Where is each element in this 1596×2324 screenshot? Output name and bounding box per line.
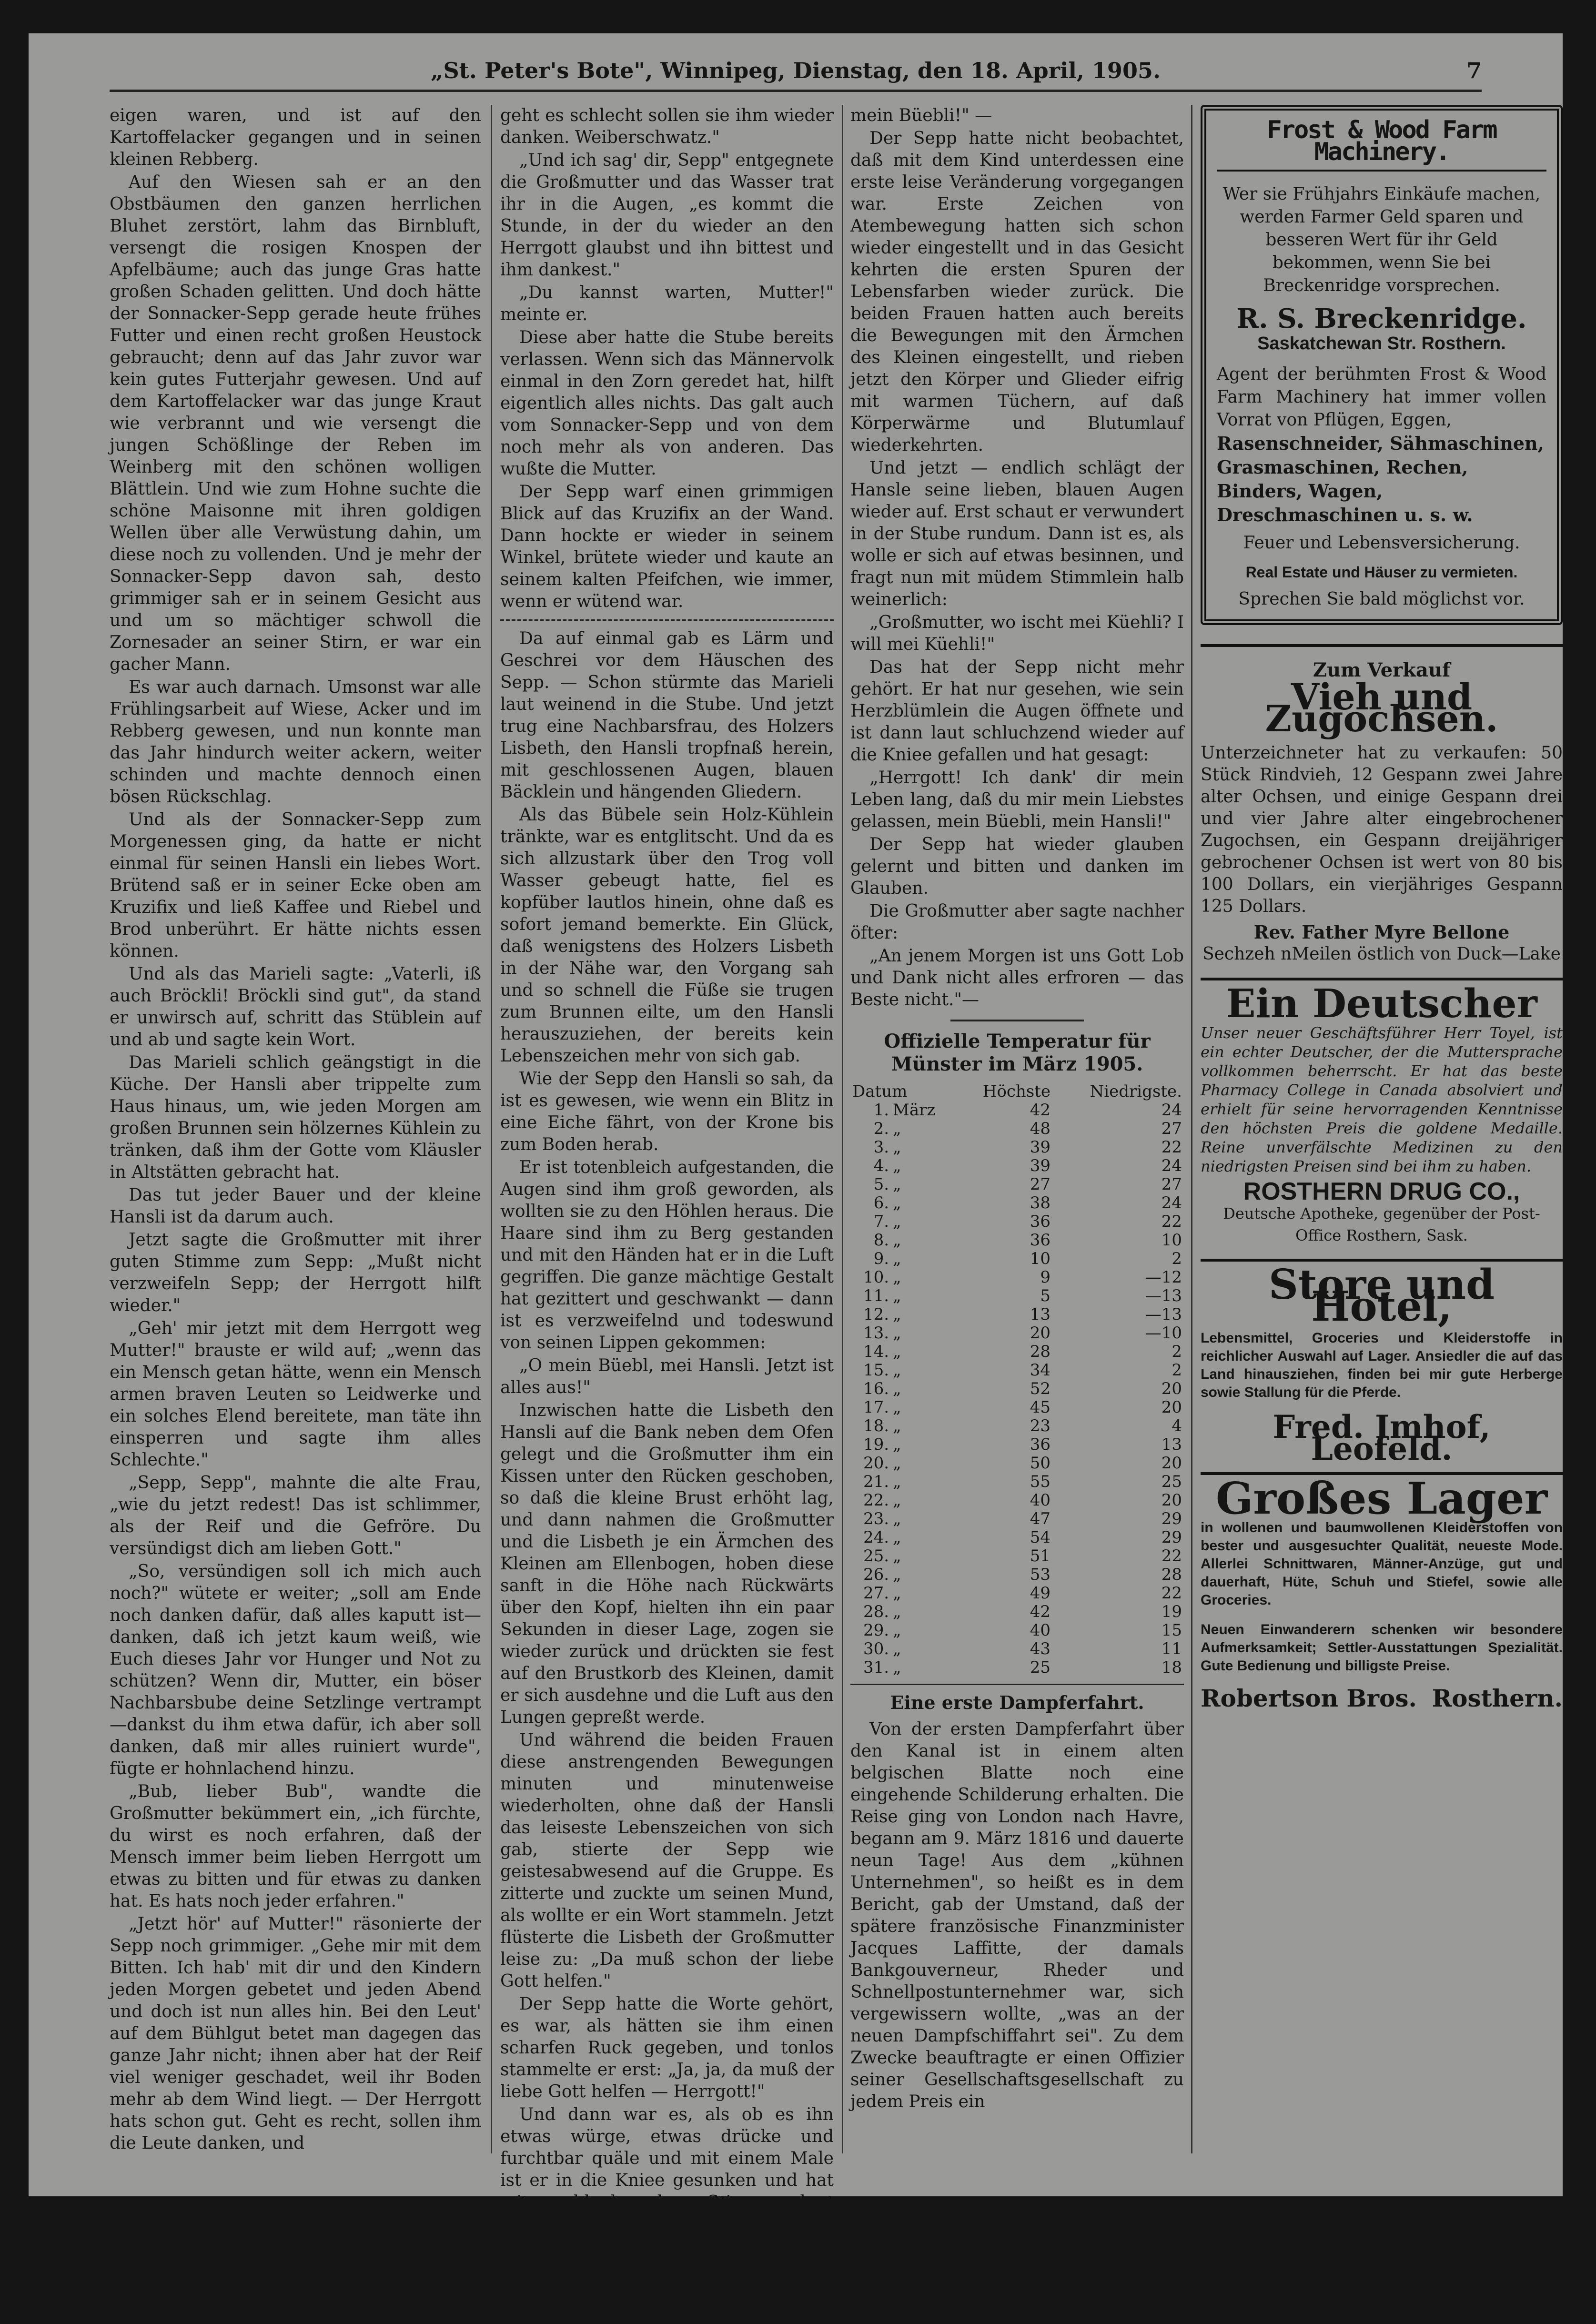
cell-low: 24 — [1161, 1193, 1182, 1213]
cell-high: 55 — [1030, 1472, 1051, 1491]
paragraph: Der Sepp warf einen grimmigen Blick auf das Kruzifix an der Wand. Dann hockte er wieder in seinem Winkel, brütete wieder und kaute an seinem kalten Pfeifchen, wie immer, wenn er wütend war. — [500, 482, 834, 611]
cell-month: „ — [893, 1491, 901, 1510]
article-headline: Eine erste Dampferfahrt. — [890, 1692, 1144, 1713]
cell-low: 20 — [1161, 1379, 1182, 1398]
cell-low: 28 — [1161, 1565, 1182, 1584]
ad-signature-place: Rosthern. — [1432, 1684, 1563, 1712]
cell-month: „ — [893, 1639, 901, 1658]
table-row — [850, 1603, 1184, 1621]
cell-month: „ — [893, 1193, 901, 1213]
cell-low: 29 — [1161, 1528, 1182, 1547]
cell-month: „ — [893, 1361, 901, 1380]
cell-high: 54 — [1030, 1528, 1051, 1547]
ad-vieh-zugochsen — [1201, 659, 1563, 965]
ad-ein-deutscher — [1201, 981, 1563, 1246]
paragraph: Und jetzt — endlich schlägt der Hansle seine lieben, blauen Augen wieder auf. Erst schaut er verwundert in der Stube rundum. Dann ist es, als wolle er sich auf etwas besinnen, und fragt nun mit müdem Stimmlein halb weinerlich: — [850, 458, 1184, 609]
ad-business-name: R. S. Breckenridge. — [1236, 303, 1527, 334]
cell-month: „ — [893, 1509, 901, 1528]
ad-address: Sechzeh nMeilen östlich von Duck—Lake — [1202, 944, 1561, 964]
paragraph: Diese aber hatte die Stube bereits verlassen. Wenn sich das Männervolk einmal in den Zorn geredet hat, hilft eigentlich alles nichts. Das galt auch vom Sonnacker-Sepp und von dem noch mehr als von anderen. Das wußte die Mutter. — [500, 328, 834, 479]
ad-headline: Frost & Wood Farm Machinery. — [1217, 119, 1546, 172]
paragraph: geht es schlecht sollen sie ihm wieder danken. Weiberschwatz." — [500, 106, 834, 147]
cell-day: 24. — [863, 1528, 889, 1547]
cell-high: 39 — [1030, 1138, 1051, 1157]
paragraph: mein Büebli!" — — [850, 106, 992, 125]
cell-day: 30. — [863, 1639, 889, 1658]
paragraph: „Du kannst warten, Mutter!" meinte er. — [500, 283, 834, 324]
cell-high: 40 — [1030, 1491, 1051, 1510]
column-rule — [842, 105, 843, 2153]
cell-month: „ — [893, 1212, 901, 1231]
cell-high: 40 — [1030, 1621, 1051, 1640]
ad-product-list: Rasenschneider, Sähmaschinen, Grasmaschinen, Rechen, Binders, Wagen, Dreschmaschinen u. s. w. — [1217, 433, 1544, 525]
table-row — [850, 1621, 1184, 1640]
masthead-title: „St. Peter's Bote", Winnipeg, Dienstag, den 18. April, 1905. — [431, 58, 1161, 83]
cell-day: 29. — [863, 1621, 889, 1640]
cell-high: 25 — [1030, 1658, 1051, 1677]
cell-month: „ — [893, 1268, 901, 1287]
cell-high: 28 — [1030, 1342, 1051, 1361]
paragraph: Die Großmutter aber sagte nachher öfter: — [850, 901, 1184, 943]
ad-store-hotel — [1201, 1261, 1563, 1467]
cell-month: „ — [893, 1584, 901, 1603]
cell-day: 18. — [863, 1416, 889, 1435]
cell-day: 12. — [863, 1305, 889, 1324]
cell-low: 2 — [1172, 1342, 1182, 1361]
cell-high: 36 — [1030, 1231, 1051, 1250]
section-divider — [950, 1020, 1084, 1021]
paragraph: „An jenem Morgen ist uns Gott Lob und Dank nicht alles erfroren — das Beste nicht."— — [850, 946, 1184, 1010]
table-row — [850, 1584, 1184, 1603]
paragraph: Und während die beiden Frauen diese anstrengenden Bewegungen minuten und minutenweise wiederholten, ohne daß der Hansli das leiseste Lebenszeichen von sich gab, stierte der Sepp wie geistesabwesend auf die Gruppe. Es zitterte und zuckte um seinen Mund, als wollte er ein Wort stammeln. Jetzt flüsterte die Lisbeth der Großmutter leise zu: „Da muß schon der liebe Gott helfen." — [500, 1730, 834, 1991]
cell-day: 13. — [863, 1324, 889, 1343]
paragraph: „Großmutter, wo ischt mei Küehli? I will mei Küehli!" — [850, 613, 1184, 654]
cell-month: „ — [893, 1305, 901, 1324]
cell-day: 9. — [873, 1249, 889, 1268]
cell-day: 7. — [873, 1212, 889, 1231]
cell-month: „ — [893, 1286, 901, 1305]
cell-high: 51 — [1030, 1546, 1051, 1566]
cell-high: 34 — [1030, 1361, 1051, 1380]
paragraph: Der Sepp hatte die Worte gehört, es war, als hätten sie ihm einen scharfen Ruck gegeben, und tonlos stammelte er erst: „Ja, ja, da muß der liebe Gott helfen — Herrgott!" — [500, 1994, 834, 2102]
cell-day: 25. — [863, 1546, 889, 1566]
cell-low: 15 — [1161, 1621, 1182, 1640]
cell-low: 4 — [1172, 1416, 1182, 1435]
column-header-high: Höchste — [982, 1082, 1051, 1101]
cell-high: 36 — [1030, 1435, 1051, 1454]
table-row — [850, 1175, 1184, 1194]
table-header-row — [850, 1082, 1184, 1101]
cell-low: 24 — [1161, 1156, 1182, 1175]
cell-low: 19 — [1161, 1602, 1182, 1621]
table-row — [850, 1454, 1184, 1473]
table-row — [850, 1566, 1184, 1584]
cell-month: „ — [893, 1324, 901, 1343]
table-row — [850, 1361, 1184, 1380]
cell-low: 22 — [1161, 1212, 1182, 1231]
table-row — [850, 1120, 1184, 1138]
cell-day: 6. — [873, 1193, 889, 1213]
newspaper-page — [29, 33, 1563, 2323]
paragraph: Und dann war es, als ob es ihn etwas würge, etwas drücke und furchtbar quäle und mit einem Male ist er in die Kniee gesunken und hat mit schluchzender Stimme laut aufgeschrieen: — [500, 2105, 834, 2234]
table-row — [850, 1101, 1184, 1120]
cell-high: 23 — [1030, 1416, 1051, 1435]
table-row — [850, 1324, 1184, 1343]
cell-month: „ — [893, 1379, 901, 1398]
cell-month: „ — [893, 1565, 901, 1584]
cell-low: 25 — [1161, 1472, 1182, 1491]
cell-day: 20. — [863, 1454, 889, 1473]
cell-high: 50 — [1030, 1454, 1051, 1473]
cell-high: 52 — [1030, 1379, 1051, 1398]
paragraph: Und als das Marieli sagte: „Vaterli, iß auch Bröckli! Bröckli sind gut", da stand er unwirsch auf, schritt das Stüblein auf und ab und sagte kein Wort. — [110, 964, 481, 1050]
cell-low: 22 — [1161, 1584, 1182, 1603]
cell-month: „ — [893, 1249, 901, 1268]
cell-month: „ — [893, 1416, 901, 1435]
table-row — [850, 1473, 1184, 1491]
column-rule — [1191, 105, 1192, 2153]
ad-text: Neuen Einwanderern schenken wir besondere Aufmerksamkeit; Settler-Ausstattungen Spezialität. Gute Bedienung und billigste Preise. — [1201, 1622, 1563, 1674]
cell-day: 1. — [873, 1101, 889, 1120]
ad-address: Saskatchewan Str. Rosthern. — [1257, 333, 1506, 354]
cell-high: 36 — [1030, 1212, 1051, 1231]
cell-high: 39 — [1030, 1156, 1051, 1175]
table-row — [850, 1491, 1184, 1510]
cell-month: „ — [893, 1342, 901, 1361]
cell-day: 8. — [873, 1231, 889, 1250]
cell-day: 10. — [863, 1268, 889, 1287]
paragraph: „Lieb' Gott, Herrgott im Himmel, ich bitt' dich, laß mir mein lieb' Büebli, ich bitt' dich, um mein lieb' Hansli — nur das, — [500, 2237, 834, 2323]
cell-low: —10 — [1145, 1324, 1182, 1343]
table-row — [850, 1343, 1184, 1361]
paragraph: Das tut jeder Bauer und der kleine Hansli ist da darum auch. — [110, 1185, 481, 1227]
ad-headline: Vieh und Zugochsen. — [1265, 676, 1498, 740]
ad-text: Unterzeichneter hat zu verkaufen: 50 Stück Rindvieh, 12 Gespann zwei Jahre alter Ochsen, und einige Gespann drei und vier Jahre alter eingebrochener Zugochsen, ein Gespann dreijähriger gebrochener Ochsen ist wert von 80 bis 100 Dollars, ein vierjähriges Gespann 125 Dollars. — [1201, 743, 1563, 916]
ad-text: Real Estate und Häuser zu vermieten. — [1245, 564, 1518, 581]
table-row — [850, 1287, 1184, 1305]
ad-divider — [1201, 644, 1563, 647]
cell-high: 9 — [1040, 1268, 1051, 1287]
cell-high: 10 — [1030, 1249, 1051, 1268]
ad-kicker: Zum Verkauf — [1313, 659, 1451, 681]
cell-low: 20 — [1161, 1398, 1182, 1417]
table-row — [850, 1528, 1184, 1547]
paragraph: Da auf einmal gab es Lärm und Geschrei vor dem Häuschen des Sepp. — Schon stürmte das Marieli laut weinend in die Stube. Und jetzt trug eine Nachbarsfrau, des Holzers Lisbeth, den Hansli tropfnaß herein, mit geschlossenen Augen, blauen Bäcklein und hängenden Gliedern. — [500, 629, 834, 802]
cell-high: 5 — [1040, 1286, 1051, 1305]
paragraph: „Geh' mir jetzt mit dem Herrgott weg Mutter!" brauste er wild auf; „wenn das ein Mensch getan hätte, wenn ein Mensch armen braven Leuten so Leidwerke und ein solches Elend bereitete, man täte ihn einsperren und sagte ihm alles Schlechte." — [110, 1319, 481, 1470]
cell-low: 11 — [1161, 1639, 1182, 1658]
masthead-rule — [110, 90, 1482, 92]
cell-day: 31. — [863, 1658, 889, 1677]
cell-low: —13 — [1145, 1286, 1182, 1305]
ad-address: Deutsche Apotheke, gegenüber der Post-Office Rosthern, Sask. — [1223, 1204, 1540, 1244]
cell-low: —12 — [1145, 1268, 1182, 1287]
page-number: 7 — [1466, 58, 1482, 83]
cell-month: „ — [893, 1156, 901, 1175]
cell-high: 42 — [1030, 1101, 1051, 1120]
paragraph: Inzwischen hatte die Lisbeth den Hansli auf die Bank neben dem Ofen gelegt und die Großmutter ihm ein Kissen unter den Rücken geschoben, so daß die kleine Brust erhöht lag, und dann nahmen die Großmutter und die Lisbeth je ein Ärmchen des Kleinen am Ellenbogen, hoben diese sanft in die Höhe nach Rückwärts über den Kopf, hielten ihn ein paar Sekunden in dieser Lage, zogen sie wieder zurück und drückten sie fest auf den Brustkorb des Kleinen, damit er sich ausdehne und die Luft aus den Lungen gepreßt werde. — [500, 1401, 834, 1727]
cell-high: 27 — [1030, 1175, 1051, 1194]
table-row — [850, 1435, 1184, 1454]
ad-text: Unser neuer Geschäftsführer Herr Toyel, ist ein echter Deutscher, der die Muttersprache vollkommen beherrscht. Er hat das beste Pharmacy College in Canada absolviert und erhielt für seine hervorragenden Kenntnisse den höchsten Preis die goldene Medaille. Reine unverfälschte Medizinen zu den niedrigsten Preisen sind bei ihm zu haben. — [1201, 1024, 1563, 1175]
cell-month: „ — [893, 1546, 901, 1566]
cell-day: 15. — [863, 1361, 889, 1380]
paragraph: „Und ich sag' dir, Sepp" entgegnete die Großmutter und das Wasser trat ihr in die Augen, „es kommt die Stunde, in der du wieder an den Herrgott glaubst und ihn bittest und ihm dankest." — [500, 151, 834, 280]
table-row — [850, 1658, 1184, 1677]
paragraph: eigen waren, und ist auf den Kartoffelacker gegangen und in seinen kleinen Rebberg. — [110, 106, 481, 169]
ads-column — [1201, 105, 1563, 2177]
paragraph: Auf den Wiesen sah er an den Obstbäumen den ganzen herrlichen Bluhet zerstört, lahm das Birnbluft, versengt die rosigen Knospen der Apfelbäume; auch das junge Gras hatte großen Schaden gelitten. Und doch hätte der Sonnacker-Sepp gerade heute frühes Futter und einen recht großen Heustock gebraucht; denn auf das Jahr zuvor war kein gutes Futterjahr gewesen. Und auf dem Kartoffelacker war das junge Kraut wie verbrannt und wie versengt die jungen Schößlinge der Reben im Weinberg mit den schönen wolligen Blättlein. Und wie zum Hohne suchte die schöne Maisonne mit ihren goldigen Wellen über alle Verwüstung dahin, um diese noch zu vollenden. Und je mehr der Sonnacker-Sepp davon sah, desto grimmiger sah er in seinem Gesicht aus und um so mächtiger schwoll die Zornesader an seiner Stirn, er war ein gacher Mann. — [110, 172, 481, 674]
cell-month: „ — [893, 1435, 901, 1454]
table-row — [850, 1305, 1184, 1324]
cell-low: 2 — [1172, 1361, 1182, 1380]
column-header-date: Datum — [852, 1082, 908, 1101]
ad-divider — [1201, 978, 1563, 980]
ad-text: Sprechen Sie bald möglichst vor. — [1238, 589, 1525, 609]
cell-high: 48 — [1030, 1119, 1051, 1138]
cell-high: 42 — [1030, 1602, 1051, 1621]
cell-high: 43 — [1030, 1639, 1051, 1658]
cell-day: 23. — [863, 1509, 889, 1528]
temperature-table-title: Offizielle Temperatur für Münster im März 1905. — [884, 1030, 1151, 1075]
cell-day: 26. — [863, 1565, 889, 1584]
paragraph: Als das Bübele sein Holz-Kühlein tränkte, war es entglitscht. Und da es sich allzustark über den Trog voll Wasser gebeugt hatte, fiel es kopfüber lautlos hinein, ohne daß es sofort jemand bemerkte. Ein Glück, daß wenigstens des Holzers Lisbeth in der Nähe war, den Vorgang sah und so schnell die Füße sie trugen zum Brunnen eilte, um den Hansli herauszuziehen, der bereits kein Lebenszeichen mehr von sich gab. — [500, 805, 834, 1066]
paragraph: Das hat der Sepp nicht mehr gehört. Er hat nur gesehen, wie sein Herzblümlein die Augen öffnete und ist dann laut schluchzend wieder auf die Kniee gefallen und hat gesagt: — [850, 657, 1184, 765]
ad-text: Lebensmittel, Groceries und Kleiderstoffe in reichlicher Auswahl auf Lager. Ansiedler die auf das Land hinausziehen, finden bei mir gute Herberge sowie Stallung für die Pferde. — [1201, 1330, 1563, 1400]
cell-high: 53 — [1030, 1565, 1051, 1584]
table-row — [850, 1268, 1184, 1287]
paragraph: Von der ersten Dampferfahrt über den Kanal ist in einem alten belgischen Blatte noch eine eingehende Schilderung erhalten. Die Reise ging von London nach Havre, begann am 9. März 1816 und dauerte neun Tage! Aus dem „kühnen Unternehmen", so heißt es in dem Bericht, gab der Umstand, daß der spätere französische Finanzminister Jacques Laffitte, der damals Bankgouverneur, Rheder und Schnellpostunternehmer war, sich vergewissern wollte, „was an der neuen Dampfschiffahrt sei". Zu dem Zwecke beauftragte er einen Offizier seiner Gesellschaftsgesellschaft zu jedem Preis ein — [850, 1719, 1184, 2112]
table-row — [850, 1194, 1184, 1213]
story-column-2 — [500, 105, 834, 2323]
cell-day: 22. — [863, 1491, 889, 1510]
ad-headline: Store und Hotel, — [1268, 1261, 1495, 1331]
paragraph: „So, versündigen soll ich mich auch noch?" wütete er weiter; „soll am Ende noch danken dafür, daß alles kaputt ist—danken, daß ich jetzt kaum weiß, wie Euch dieses Jahr vor Hunger und Not zu schützen? Wenn dir, Mutter, ein böser Nachbarsbube deine Setzlinge vertrampt—dankst du ihm etwa dafür, ich aber soll danken, daß mir alles ruiniert wurde", fügte er hohnlachend hinzu. — [110, 1562, 481, 1778]
cell-day: 14. — [863, 1342, 889, 1361]
cell-month: „ — [893, 1398, 901, 1417]
cell-low: 20 — [1161, 1491, 1182, 1510]
cell-low: 22 — [1161, 1138, 1182, 1157]
cell-month: „ — [893, 1472, 901, 1491]
ad-business-name: ROSTHERN DRUG CO., — [1243, 1178, 1520, 1205]
cell-month: „ — [893, 1658, 901, 1677]
cell-day: 2. — [873, 1119, 889, 1138]
column-rule — [491, 105, 492, 2153]
cell-low: 20 — [1161, 1454, 1182, 1473]
story-column-1 — [110, 105, 481, 2153]
cell-day: 17. — [863, 1398, 889, 1417]
paragraph: Der Sepp hat wieder glauben gelernt und bitten und danken im Glauben. — [850, 835, 1184, 898]
cell-low: 13 — [1161, 1435, 1182, 1454]
ad-signature-name: Robertson Bros. — [1201, 1684, 1417, 1712]
ad-signature — [1201, 1684, 1563, 1712]
table-row — [850, 1213, 1184, 1231]
cell-day: 28. — [863, 1602, 889, 1621]
cell-day: 3. — [873, 1138, 889, 1157]
paragraph: „Jetzt hör' auf Mutter!" räsonierte der Sepp noch grimmiger. „Gehe mir mit dem Bitten. Ich hab' mit dir und den Kindern jeden Morgen gebetet und jeden Abend und doch ist nun alles hin. Bei den Leut' auf dem Bühlgut betet man dagegen das ganze Jahr nicht; ihnen aber hat der Reif viel weniger geschadet, weil ihr Boden mehr ab dem Wind liegt. — Der Herrgott hats schon gut. Geht es recht, sollen ihm die Leute danken, und — [110, 1914, 481, 2153]
cell-day: 21. — [863, 1472, 889, 1491]
cell-low: 27 — [1161, 1175, 1182, 1194]
cell-month: „ — [893, 1621, 901, 1640]
cell-day: 11. — [863, 1286, 889, 1305]
temperature-table — [850, 1082, 1184, 1677]
cell-low: 29 — [1161, 1509, 1182, 1528]
table-row — [850, 1417, 1184, 1435]
cell-month: „ — [893, 1602, 901, 1621]
ad-frost-wood — [1201, 105, 1563, 625]
cell-day: 19. — [863, 1435, 889, 1454]
cell-month: „ — [893, 1528, 901, 1547]
table-row — [850, 1157, 1184, 1175]
paragraph: Es war auch darnach. Umsonst war alle Frühlingsarbeit auf Wiese, Acker und im Rebberg gewesen, und nun konnte man das Jahr hindurch weiter ackern, weiter schinden und machte dennoch einen bösen Rückschlag. — [110, 677, 481, 807]
ad-headline: Großes Lager — [1215, 1473, 1548, 1524]
masthead — [110, 55, 1482, 88]
cell-high: 38 — [1030, 1193, 1051, 1213]
temperature-table-body — [850, 1101, 1184, 1677]
cell-month: „ — [893, 1454, 901, 1473]
column-header-low: Niedrigste. — [1090, 1082, 1182, 1101]
ad-grosses-lager — [1201, 1473, 1563, 1712]
cell-low: 2 — [1172, 1249, 1182, 1268]
cell-high: 13 — [1030, 1305, 1051, 1324]
section-divider — [500, 619, 834, 621]
table-row — [850, 1138, 1184, 1157]
paragraph: Er ist totenbleich aufgestanden, die Augen sind ihm groß geworden, als wollten sie zu den Höhlen heraus. Die Haare sind ihm zu Berg gestanden und mit den Händen hat er in die Luft gegriffen. Die ganze mächtige Gestalt hat gezittert und geschwankt — dann ist es verzweifelnd und todeswund von seinen Lippen gekommen: — [500, 1158, 834, 1353]
ad-headline: Ein Deutscher — [1226, 981, 1537, 1027]
ad-text: Agent der berühmten Frost & Wood Farm Machinery hat immer vollen Vorrat von Pflügen, Eggen, — [1217, 364, 1546, 430]
paragraph: „Herrgott! Ich dank' dir mein Leben lang, daß du mir mein Liebstes gelassen, mein Büebli, mein Hansli!" — [850, 768, 1184, 831]
cell-low: 24 — [1161, 1101, 1182, 1120]
table-row — [850, 1640, 1184, 1658]
cell-high: 49 — [1030, 1584, 1051, 1603]
cell-month: März — [893, 1101, 936, 1120]
story-column-3 — [850, 105, 1184, 2153]
paragraph: Wie der Sepp den Hansli so sah, da ist es gewesen, wie wenn ein Blitz in eine Eiche fährt, von der Krone bis zum Boden herab. — [500, 1069, 834, 1154]
paragraph: Das Marieli schlich geängstigt in die Küche. Der Hansli aber trippelte zum Haus hinaus, um, wie jeden Morgen am großen Brunnen sein hölzernes Kühlein zu tränken, daß ihm der Gotte vom Kläusler in Altstätten gebracht hat. — [110, 1053, 481, 1182]
table-row — [850, 1380, 1184, 1398]
section-divider — [850, 1684, 1184, 1685]
cell-high: 45 — [1030, 1398, 1051, 1417]
table-row — [850, 1547, 1184, 1566]
cell-low: 27 — [1161, 1119, 1182, 1138]
table-row — [850, 1231, 1184, 1250]
cell-low: 10 — [1161, 1231, 1182, 1250]
paragraph: „Bub, lieber Bub", wandte die Großmutter bekümmert ein, „ich fürchte, du wirst es noch erfahren, daß der Mensch immer beim lieben Herrgott um etwas zu bitten und für etwas zu danken hat. Es hats noch jeder erfahren." — [110, 1782, 481, 1911]
cell-day: 5. — [873, 1175, 889, 1194]
cell-month: „ — [893, 1231, 901, 1250]
cell-month: „ — [893, 1119, 901, 1138]
cell-low: —13 — [1145, 1305, 1182, 1324]
ad-signature: Rev. Father Myre Bellone — [1253, 921, 1510, 943]
table-row — [850, 1398, 1184, 1417]
cell-low: 18 — [1161, 1658, 1182, 1677]
cell-month: „ — [893, 1138, 901, 1157]
ad-text: Wer sie Frühjahrs Einkäufe machen, werden Farmer Geld sparen und besseren Wert für ihr Geld bekommen, wenn Sie bei Breckenridge vorsprechen. — [1222, 184, 1541, 295]
paragraph: Der Sepp hatte nicht beobachtet, daß mit dem Kind unterdessen eine erste leise Veränderung vorgegangen war. Erste Zeichen von Atembewegung hatten sich schon wieder eingestellt und in das Gesicht kehrten die ersten Spuren der Lebensfarben wieder zurück. Die beiden Frauen hatten auch bereits die Bewegungen mit den Ärmchen des Kleinen eingestellt, und rieben jetzt den Körper und Glieder eifrig mit warmen Tüchern, auf daß Körperwärme und Blutumlauf wiederkehrten. — [850, 129, 1184, 455]
paragraph: „Sepp, Sepp", mahnte die alte Frau, „wie du jetzt redest! Das ist schlimmer, als der Reif und die Gefröre. Du versündigst dich am lieben Gott." — [110, 1473, 481, 1558]
cell-day: 4. — [873, 1156, 889, 1175]
table-row — [850, 1250, 1184, 1268]
cell-high: 47 — [1030, 1509, 1051, 1528]
cell-day: 27. — [863, 1584, 889, 1603]
cell-day: 16. — [863, 1379, 889, 1398]
cell-low: 22 — [1161, 1546, 1182, 1566]
paragraph: Und als der Sonnacker-Sepp zum Morgenessen ging, da hatte er nicht einmal für seinen Hansli ein liebes Wort. Brütend saß er in seiner Ecke oben am Kruzifix und ließ Kaffee und Riebel und Brod unberührt. Er hätte nichts essen können. — [110, 810, 481, 961]
paragraph: Jetzt sagte die Großmutter mit ihrer guten Stimme zum Sepp: „Mußt nicht verzweifeln Sepp; der Herrgott hilft wieder." — [110, 1230, 481, 1315]
cell-high: 20 — [1030, 1324, 1051, 1343]
table-row — [850, 1510, 1184, 1528]
ad-text: in wollenen und baumwollenen Kleiderstoffen von bester und ausgesuchter Qualität, neueste Mode. Allerlei Schnittwaren, Männer-Anzüge, gut und dauerhaft, Hüte, Schuh und Stiefel, sowie alle Groceries. — [1201, 1520, 1563, 1608]
ad-text: Feuer und Lebensversicherung. — [1243, 533, 1520, 553]
cell-month: „ — [893, 1175, 901, 1194]
paragraph: „O mein Büebl, mei Hansli. Jetzt ist alles aus!" — [500, 1356, 834, 1397]
ad-signature: Fred. Imhof, Leofeld. — [1273, 1408, 1491, 1467]
